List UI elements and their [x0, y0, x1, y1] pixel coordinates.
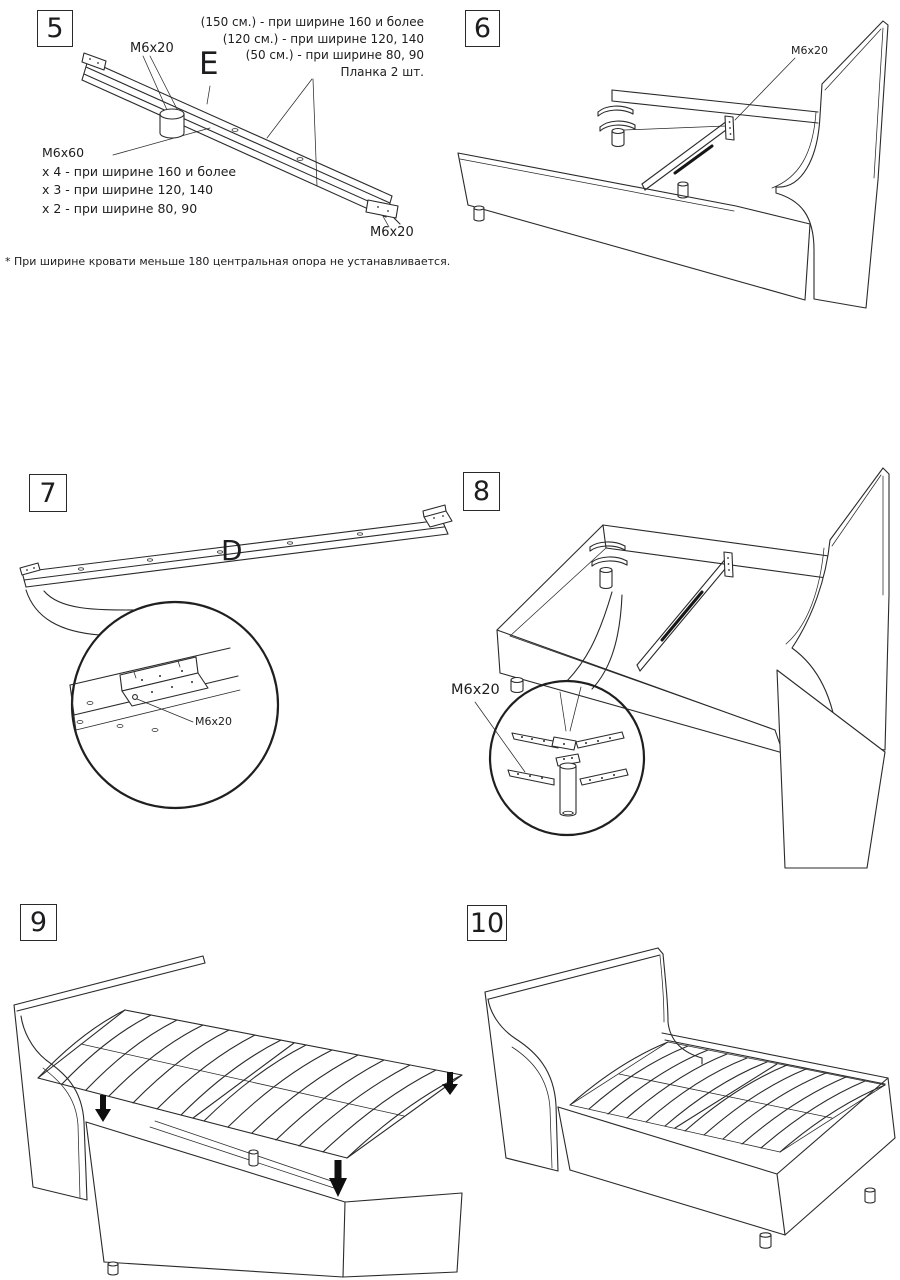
bolt-quantity-block — [42, 144, 236, 218]
step-number-5: 5 — [46, 13, 64, 44]
label-m6x20-step7: M6x20 — [195, 715, 232, 728]
bolt-qty-option: х 2 - при ширине 80, 90 — [42, 200, 198, 216]
down-arrow-icon — [95, 1095, 111, 1122]
down-arrow-icon — [329, 1160, 347, 1197]
part-label-D: D — [221, 534, 243, 567]
step7-drawing — [0, 460, 470, 880]
label-m6x20-step6: M6x20 — [791, 44, 828, 57]
far-side-rail — [612, 90, 818, 130]
label-m6x60: M6x60 — [42, 145, 85, 160]
storage-box — [86, 1121, 462, 1277]
headboard — [14, 956, 205, 1200]
label-m6x20-step5-top: M6x20 — [130, 41, 174, 56]
center-leg — [560, 766, 576, 816]
part-label-E: E — [199, 46, 219, 82]
detail-lens — [490, 592, 644, 835]
step-number-box-6 — [465, 10, 500, 47]
footnote: * При ширине кровати меньше 180 центральная опора не устанавливается. — [5, 255, 451, 268]
plank-length-option: (150 см.) - при ширине 160 и более — [200, 15, 424, 29]
slat-base — [570, 1042, 885, 1152]
plank-qty: Планка 2 шт. — [340, 64, 424, 79]
step-number-box-5 — [37, 10, 73, 47]
step-number-10: 10 — [469, 907, 505, 939]
leader-line — [475, 702, 525, 772]
plank-length-option: (50 см.) - при ширине 80, 90 — [245, 48, 424, 62]
step9-drawing — [0, 890, 475, 1280]
step-number-box-9 — [20, 904, 57, 941]
exploded-brackets-left — [590, 542, 627, 589]
center-rail — [637, 552, 733, 671]
step-number-7: 7 — [39, 477, 57, 509]
bolt-qty-option: х 4 - при ширине 160 и более — [42, 163, 237, 179]
label-m6x20-step5-bottom: M6x20 — [370, 225, 414, 240]
detail-lens — [26, 590, 278, 808]
corner-bracket — [120, 657, 208, 706]
center-rail — [642, 116, 734, 198]
plank-length-options — [150, 14, 424, 80]
step-number-8: 8 — [472, 476, 491, 507]
step10-drawing — [440, 890, 900, 1280]
leader-line — [735, 58, 795, 120]
bed-frame — [558, 1033, 895, 1248]
step-number-box-8 — [463, 472, 500, 511]
step-number-9: 9 — [29, 907, 48, 938]
step-number-6: 6 — [473, 13, 492, 44]
leader-line — [137, 699, 193, 722]
step-number-box-10 — [467, 905, 507, 941]
center-support-assembly — [508, 732, 628, 816]
headboard — [485, 948, 702, 1171]
label-m6x20-step8: M6x20 — [451, 682, 500, 698]
step8-drawing — [440, 440, 900, 890]
center-rail-brackets — [598, 106, 635, 146]
slat-base — [38, 1010, 462, 1158]
plank-length-option: (120 см.) - при ширине 120, 140 — [222, 31, 424, 46]
bolt-qty-option: х 3 - при ширине 120, 140 — [42, 182, 214, 197]
front-frame — [458, 153, 810, 300]
step-number-box-7 — [29, 474, 67, 512]
step6-drawing — [450, 0, 900, 330]
